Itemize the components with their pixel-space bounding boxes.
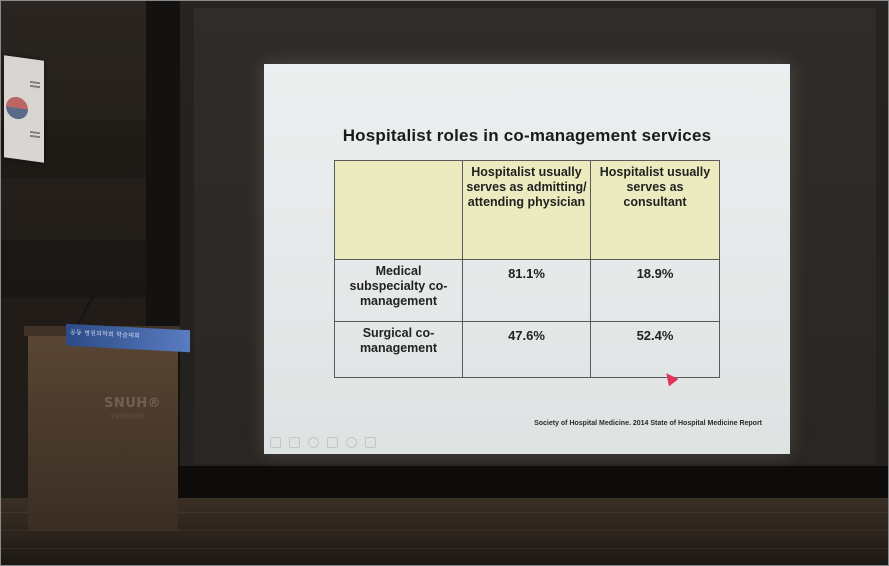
table-header-row: [335, 161, 720, 260]
floor-plank-line: [0, 548, 889, 549]
row-label-medical: Medical subspecialty co-management: [335, 260, 463, 322]
row-label-surgical: Surgical co-management: [335, 322, 463, 378]
stage-edge: [160, 466, 889, 502]
co-management-table: [334, 160, 720, 378]
podium: [28, 330, 178, 530]
slide-citation: Society of Hospital Medicine. 2014 State of Hospital Medicine Report: [534, 420, 762, 427]
table-corner-cell: [335, 161, 463, 260]
cell-medical-admitting: 81.1%: [463, 260, 591, 322]
projected-slide: [264, 64, 790, 454]
trigram-icon: [30, 81, 40, 90]
cell-medical-consultant: 18.9%: [591, 260, 720, 322]
cell-surgical-admitting: 47.6%: [463, 322, 591, 378]
trigram-icon: [30, 131, 40, 140]
header-consultant: Hospitalist usually serves as consultant: [591, 161, 720, 260]
cell-surgical-consultant: 52.4%: [591, 322, 720, 378]
table-row: [335, 260, 720, 322]
floor-plank-line: [0, 530, 889, 531]
korean-flag: [4, 55, 44, 163]
taegeuk-icon: [6, 95, 28, 120]
pen-icon[interactable]: [308, 437, 319, 448]
slideshow-controls: [270, 433, 379, 445]
prev-slide-icon[interactable]: [270, 437, 281, 448]
zoom-icon[interactable]: [346, 437, 357, 448]
podium-logo-subtext: 서울대학교병원: [110, 414, 144, 420]
table-row: [335, 322, 720, 378]
slide-title: Hospitalist roles in co-management services: [342, 126, 712, 145]
podium-banner-text: 공동 병원의학회 학술대회: [70, 328, 141, 340]
podium-logo: SNUH®: [104, 396, 162, 411]
options-icon[interactable]: [365, 437, 376, 448]
wall-band: [0, 240, 160, 298]
header-admitting-attending: Hospitalist usually serves as admitting/ attending physician: [463, 161, 591, 260]
menu-icon[interactable]: [327, 437, 338, 448]
next-slide-icon[interactable]: [289, 437, 300, 448]
